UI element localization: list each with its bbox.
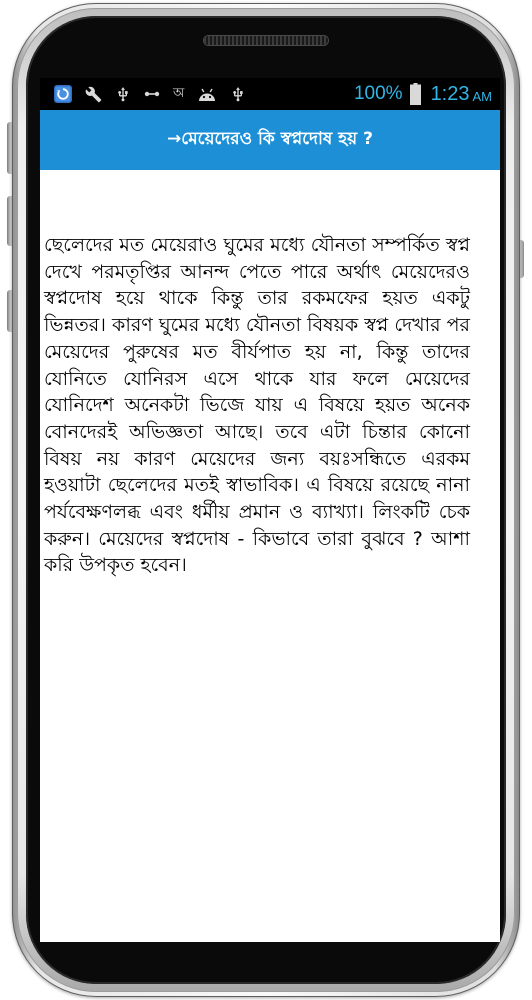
system-status <box>354 78 492 110</box>
data-transfer-icon <box>144 86 160 102</box>
app-sync-icon <box>54 85 72 103</box>
battery-level-fill <box>411 86 420 105</box>
clock-time: 1:23 <box>430 82 470 105</box>
article-scroll-area[interactable] <box>40 170 500 942</box>
battery-percentage: 100% <box>353 83 403 104</box>
app-bar <box>40 110 500 170</box>
phone-frame <box>12 3 520 997</box>
android-icon <box>197 86 217 102</box>
bengali-input-icon: অ <box>173 86 185 101</box>
status-bar[interactable] <box>40 78 500 110</box>
page-title: →মেয়েদেরও কি স্বপ্নদোষ হয় ? <box>167 129 373 149</box>
phone-front-glass <box>26 16 506 984</box>
usb-icon <box>115 86 131 103</box>
earpiece-speaker <box>204 36 328 45</box>
notification-icons <box>54 78 246 110</box>
article-body: ছেলেদের মত মেয়েরাও ঘুমের মধ্যে যৌনতা সম্পর্কিত স্বপ্ন দেখে পরমতৃপ্তির আনন্দ পেতে পারে অর্থাৎ মেয়েদেরও স্বপ্নদোষ হয়ে থাকে কিন্তু তার রকমফের হয়ত একটু ভিন্নতর। কারণ ঘুমের মধ্যে যৌনতা বিষয়ক স্বপ্ন দেখার পর মেয়েদের পুরুষের মত বীর্যপাত হয় না, কিন্তু তাদের যোনিতে যোনিরস এসে থাকে যার ফলে মেয়েদের যোনিদেশ অনেকটা ভিজে যায় এ বিষয়ে হয়ত অনেক বোনদেরই অভিজ্ঞতা আছে। তবে এটা চিন্তার কোনো বিষয় নয় কারণ মেয়েদের জন্য বয়ঃসন্ধিতে এরকম হওয়াটা ছেলেদের মতই স্বাভাবিক। এ বিষয়ে রয়েছে নানা পর্যবেক্ষণলব্ধ এবং ধর্মীয় প্রমান ও ব্যাখ্যা। লিংকটি চেক করুন। মেয়েদের স্বপ্নদোষ - কিভাবে তারা বুঝবে ? আশা করি উপকৃত হবেন। <box>44 234 470 577</box>
device-screen <box>40 78 500 942</box>
clock-ampm: AM <box>472 89 492 104</box>
battery-icon <box>410 83 421 105</box>
wrench-icon <box>85 86 102 103</box>
usb-icon <box>230 86 246 103</box>
